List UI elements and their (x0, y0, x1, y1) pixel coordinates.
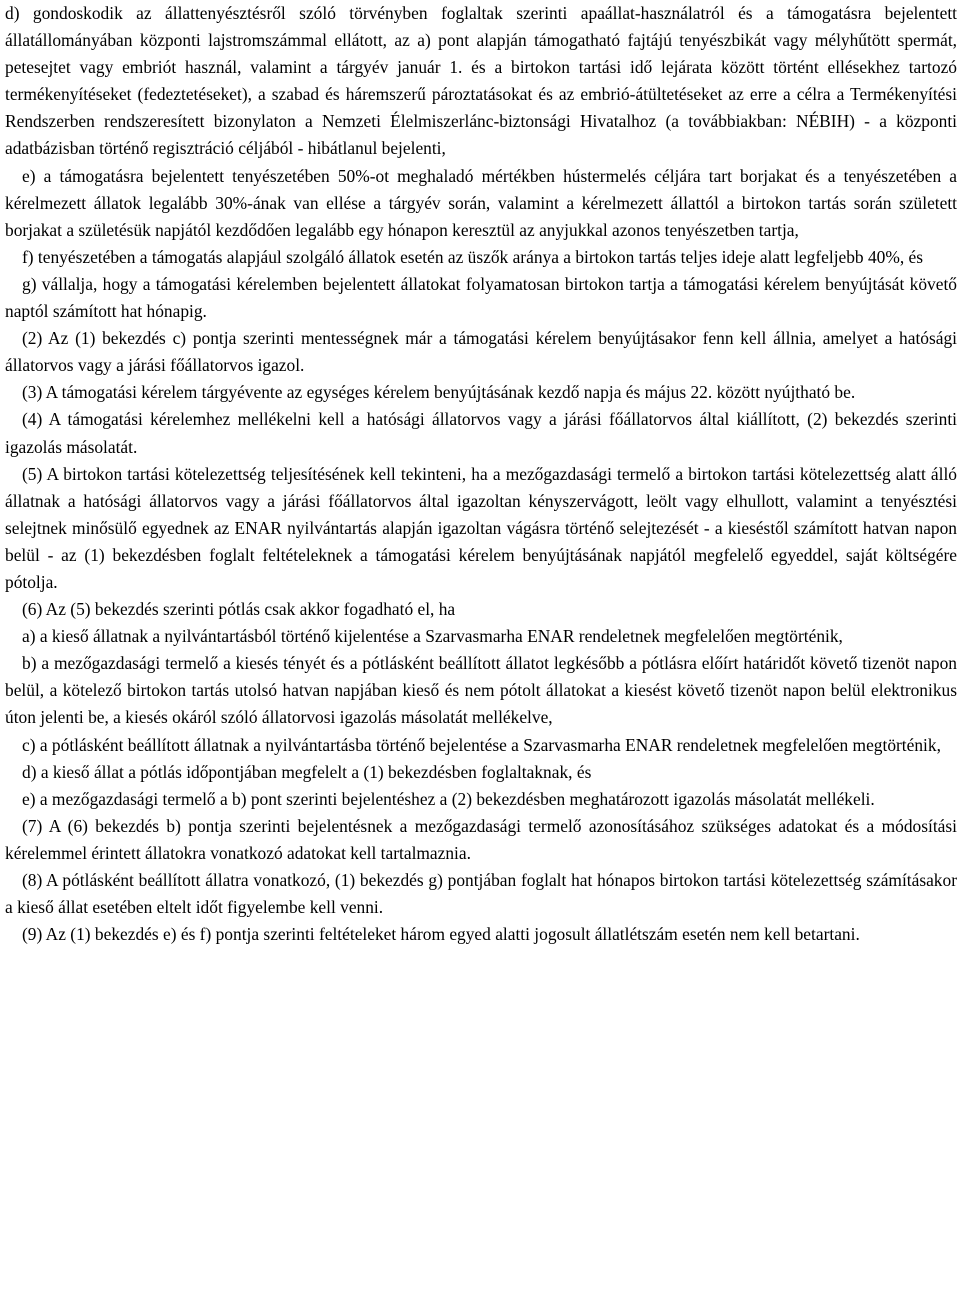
paragraph-6-d: d) a kieső állat a pótlás időpontjában megfelelt a (1) bekezdésben foglaltaknak, és (22, 761, 592, 782)
paragraph-d: d) gondoskodik az állattenyésztésről szóló törvényben foglaltak szerinti apaállat-használatról és a támogatásra bejelentett állatállományában központi lajstromszámmal ellátott, az a) pont alapján támogatható fajtájú tenyészbikát vagy mélyhűtött spermát, petesejtet vagy embriót használ, valamint a tárgyév január 1. és a birtokon tartási idő lejárata között történt ellésekhez tartozó termékenyítéseket (fedeztetéseket), a szabad és háremszerű pároztatásokat és az embrió-átültetéseket az erre a célra a Termékenyítési Rendszerben rendszeresített bizonylaton a Nemzeti Élelmiszerlánc-biztonsági Hivatalhoz (a továbbiakban: NÉBIH) - a központi adatbázisban történő regisztráció céljából - hibátlanul bejelenti, (5, 3, 957, 159)
paragraph-9: (9) Az (1) bekezdés e) és f) pontja szerinti feltételeket három egyed alatti jogosult állatlétszám esetén nem kell betartani. (22, 924, 860, 945)
paragraph-6: (6) Az (5) bekezdés szerinti pótlás csak akkor fogadható el, ha (22, 599, 456, 620)
paragraph-6-b: b) a mezőgazdasági termelő a kiesés tényét és a pótlásként beállított állatot legkésőbb a pótlásra előírt határidőt követő tizenöt napon belül, a kötelező birtokon tartás utolsó hatvan napjában kieső és nem pótolt állatokat a kiesést követő tizenöt napon belül elektronikus úton jelenti be, a kiesés okáról szóló állatorvosi igazolás másolatát mellékelve, (5, 653, 957, 728)
paragraph-7: (7) A (6) bekezdés b) pontja szerinti bejelentésnek a mezőgazdasági termelő azonosításához szükséges adatokat és a módosítási kérelemmel érintett állatokra vonatkozó adatokat kell tartalmaznia. (5, 815, 957, 863)
paragraph-6-e: e) a mezőgazdasági termelő a b) pont szerinti bejelentéshez a (2) bekezdésben meghatározott igazolás másolatát mellékeli. (22, 788, 875, 809)
paragraph-8: (8) A pótlásként beállított állatra vonatkozó, (1) bekezdés g) pontjában foglalt hat hónapos birtokon tartási kötelezettség számításakor a kieső állat esetében eltelt időt figyelembe kell venni. (5, 870, 957, 918)
paragraph-5: (5) A birtokon tartási kötelezettség teljesítésének kell tekinteni, ha a mezőgazdasági termelő a birtokon tartási kötelezettség alatt álló állatnak a hatósági állatorvos vagy a járási főállatorvos által igazoltan kényszervágott, leölt vagy elhullott, valamint a tenyésztési selejtnek minősülő egyednek az ENAR nyilvántartás alapján igazoltan vágásra történő selejtezését - a kieséstől számított hatvan napon belül - az (1) bekezdésben foglalt feltételeknek a támogatási kérelem benyújtásának napjától megfelelő egyeddel, saját költségére pótolja. (5, 463, 957, 592)
paragraph-g: g) vállalja, hogy a támogatási kérelemben bejelentett állatokat folyamatosan birtokon tartja a támogatási kérelem benyújtását követő naptól számított hat hónapig. (5, 273, 957, 322)
paragraph-6-c: c) a pótlásként beállított állatnak a nyilvántartásba történő bejelentése a Szarvasmarha ENAR rendeletnek megfelelően megtörténik, (22, 734, 941, 755)
paragraph-4: (4) A támogatási kérelemhez mellékelni kell a hatósági állatorvos vagy a járási főállatorvos által kiállított, (2) bekezdés szerinti igazolás másolatát. (5, 409, 957, 457)
paragraph-2: (2) Az (1) bekezdés c) pontja szerinti mentességnek már a támogatási kérelem benyújtásakor fenn kell állnia, amelyet a hatósági állatorvos vagy a járási főállatorvos igazol. (5, 328, 957, 376)
paragraph-3: (3) A támogatási kérelem tárgyévente az egységes kérelem benyújtásának kezdő napja és május 22. között nyújtható be. (22, 382, 856, 403)
paragraph-6-a: a) a kieső állatnak a nyilvántartásból történő kijelentése a Szarvasmarha ENAR rendeletnek megfelelően megtörténik, (22, 626, 843, 647)
paragraph-e: e) a támogatásra bejelentett tenyészetében 50%-ot meghaladó mértékben hústermelés céljára tart borjakat és a tenyészetében a kérelmezett állatok legalább 30%-ának van ellése a tárgyév során, valamint a kérelmezett állattól a birtokon tartás során született borjakat a születésük napjától kezdődően legalább egy hónapon keresztül az anyjukkal azonos tenyészetben tartja, (5, 165, 957, 240)
paragraph-f: f) tenyészetében a támogatás alapjául szolgáló állatok esetén az üszők aránya a birtokon tartás teljes ideje alatt legfeljebb 40%, és (22, 246, 924, 267)
